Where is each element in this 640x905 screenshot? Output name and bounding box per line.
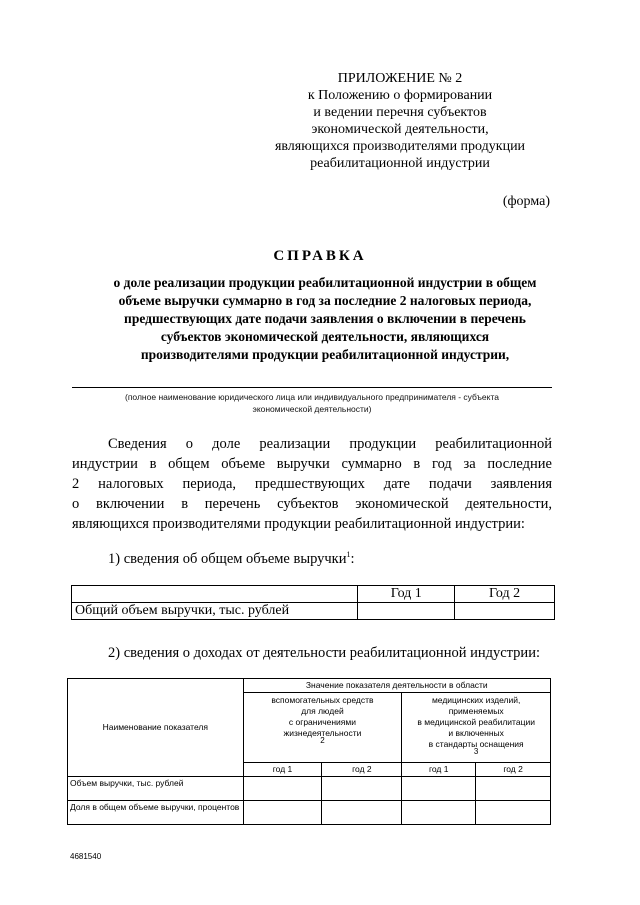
appendix-line: реабилитационной индустрии: [310, 156, 490, 171]
category-line: и включенных: [448, 728, 504, 738]
category-line: в стандарты оснащения $^3$: [428, 739, 524, 757]
section-1-text: 1) сведения об общем объеме выручки: [108, 551, 347, 567]
subtitle-line: предшествующих дате подачи заявления о включении в перечень: [124, 311, 526, 326]
group-header: Значение показателя деятельности в области: [243, 679, 550, 693]
entity-name-caption: [72, 391, 552, 415]
info-line: Сведения о доле реализации продукции реабилитационной: [108, 436, 552, 452]
value-cell[interactable]: [243, 801, 322, 825]
caption-line: (полное наименование юридического лица или индивидуального предпринимателя - субъекта: [125, 392, 499, 402]
section-1-heading: [108, 551, 355, 568]
table-cell: [72, 586, 358, 603]
table-header-row: [72, 586, 555, 603]
row-label: Объем выручки, тыс. рублей: [68, 777, 244, 801]
document-title: СПРАВКА: [273, 248, 367, 264]
appendix-line: к Положению о формировании: [307, 88, 493, 103]
year-2-header: Год 2: [455, 586, 555, 603]
document-number: 4681540: [70, 852, 102, 861]
value-cell[interactable]: [322, 801, 402, 825]
year-label: год 1: [243, 763, 322, 777]
subtitle-line: о доле реализации продукции реабилитационной индустрии в общем: [113, 275, 537, 290]
row-label: Общий объем выручки, тыс. рублей: [72, 603, 358, 620]
caption-line: экономической деятельности): [252, 404, 372, 414]
table-row: [72, 603, 555, 620]
appendix-line: ПРИЛОЖЕНИЕ № 2: [337, 71, 463, 86]
value-cell[interactable]: [243, 777, 322, 801]
category-line: жизнедеятельности $^2$: [283, 728, 362, 746]
section-2-heading: 2) сведения о доходах от деятельности реабилитационной индустрии:: [108, 645, 540, 661]
category-line: применяемых: [448, 706, 504, 716]
value-cell[interactable]: [402, 801, 476, 825]
year-label: год 2: [322, 763, 402, 777]
info-line: 2 налоговых периода, предшествующих дате подачи заявления: [72, 476, 552, 492]
footnote-marker: 3: [473, 747, 479, 757]
category-line: вспомогательных средств: [271, 695, 374, 705]
appendix-line: экономической деятельности,: [311, 122, 489, 137]
indicator-name-header: Наименование показателя: [68, 679, 244, 777]
subtitle-line: объеме выручки суммарно в год за последние 2 налоговых периода,: [118, 293, 532, 308]
document-subtitle: [60, 274, 590, 364]
footnote-marker: 2: [320, 736, 325, 746]
year-label: год 2: [476, 763, 551, 777]
value-cell[interactable]: [476, 801, 551, 825]
info-paragraph: [72, 434, 552, 534]
table-row: [68, 777, 551, 801]
subtitle-line: субъектов экономической деятельности, являющихся: [160, 329, 490, 344]
category-line: с ограничениями: [288, 717, 357, 727]
value-cell[interactable]: [322, 777, 402, 801]
row-label: Доля в общем объеме выручки, процентов: [68, 801, 244, 825]
category-line: в медицинской реабилитации: [417, 717, 535, 727]
year-2-value-cell[interactable]: [455, 603, 555, 620]
year-1-header: Год 1: [358, 586, 455, 603]
appendix-header: [250, 70, 550, 172]
category-medical-header: [402, 693, 551, 763]
entity-name-field[interactable]: [72, 387, 552, 388]
table-row: [68, 801, 551, 825]
info-line: являющихся производителями продукции реабилитационной индустрии:: [72, 516, 525, 532]
subtitle-line: производителями продукции реабилитационной индустрии,: [140, 347, 510, 362]
revenue-table: [71, 585, 555, 620]
appendix-line: и ведении перечня субъектов: [313, 105, 487, 120]
value-cell[interactable]: [402, 777, 476, 801]
year-1-value-cell[interactable]: [358, 603, 455, 620]
section-1-suffix: :: [350, 551, 355, 567]
year-label: год 1: [402, 763, 476, 777]
footnote-marker: 1: [346, 550, 351, 560]
table-header-row: [68, 679, 551, 693]
category-line: медицинских изделий,: [431, 695, 521, 705]
value-cell[interactable]: [476, 777, 551, 801]
category-line: для людей: [301, 706, 344, 716]
info-line: индустрии в общем объеме выручки суммарно в год за последние: [72, 456, 552, 472]
appendix-line: являющихся производителями продукции: [274, 139, 526, 154]
form-label: (форма): [502, 194, 550, 209]
category-assistive-header: [243, 693, 402, 763]
income-table: [67, 678, 551, 825]
info-line: о включении в перечень субъектов экономической деятельности,: [72, 496, 552, 512]
